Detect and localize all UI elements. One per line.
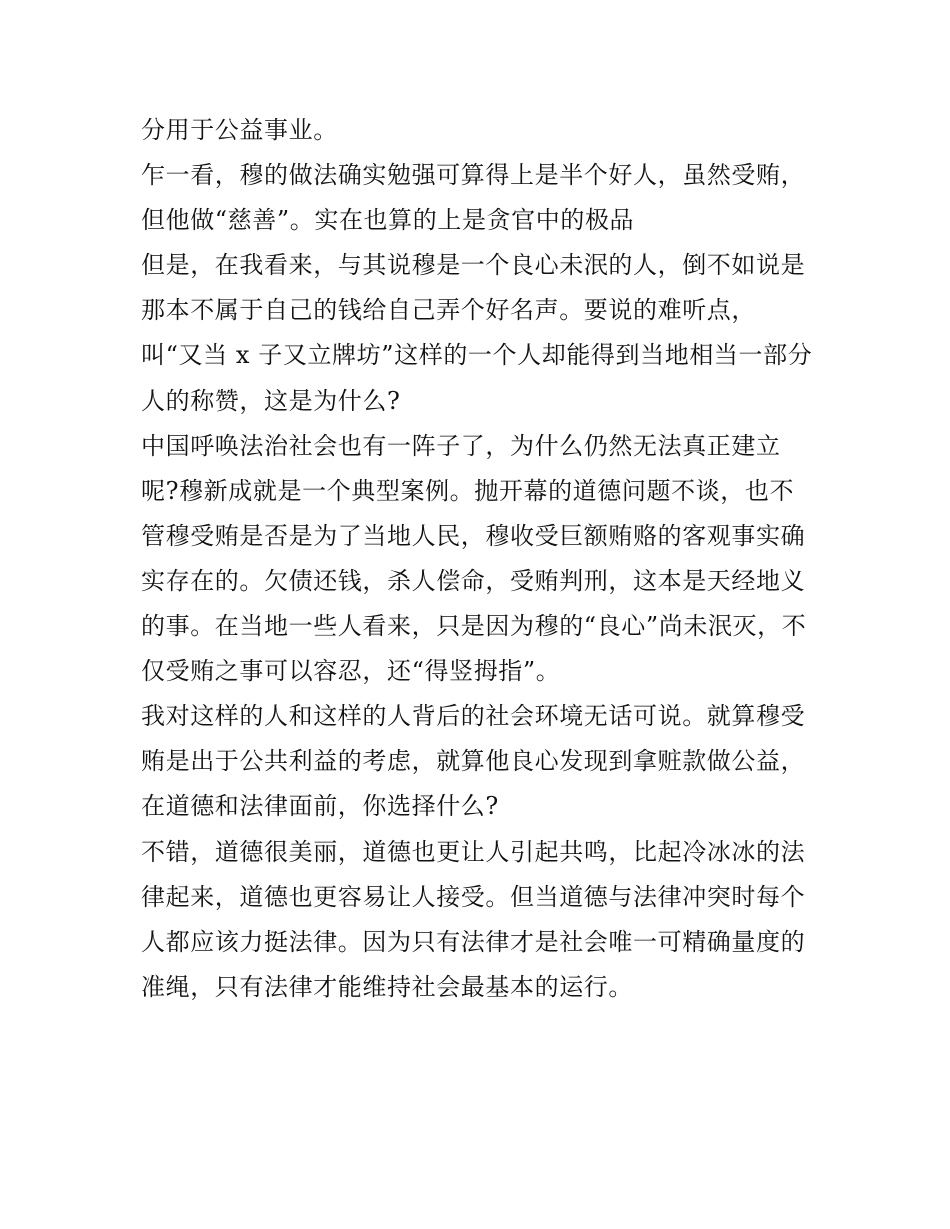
text-line: 仅受贿之事可以容忍，还“得竖拇指”。 (141, 657, 561, 686)
text-line: 准绳，只有法律才能维持社会最基本的运行。 (141, 972, 633, 1001)
text-line: 中国呼唤法治社会也有一阵子了，为什么仍然无法真正建立 (141, 431, 781, 460)
text-line: 在道德和法律面前，你选择什么? (141, 792, 499, 821)
text-line: 不错，道德很美丽，道德也更让人引起共鸣，比起冷冰冰的法 (141, 837, 806, 866)
text-line: 贿是出于公共利益的考虑，就算他良心发现到拿赃款做公益， (141, 747, 806, 776)
essay-text (141, 108, 821, 1010)
text-line: 呢?穆新成就是一个典型案例。抛开幕的道德问题不谈，也不 (141, 476, 795, 505)
text-line: 但是，在我看来，与其说穆是一个良心未泯的人，倒不如说是 (141, 251, 806, 280)
text-line: 叫“又当 x 子又立牌坊”这样的一个人却能得到当地相当一部分 (141, 341, 813, 370)
text-line: 乍一看，穆的做法确实勉强可算得上是半个好人，虽然受贿， (141, 161, 806, 190)
text-line: 但他做“慈善”。实在也算的上是贪官中的极品 (141, 206, 635, 235)
text-line: 人的称赞，这是为什么? (141, 386, 401, 415)
text-line: 律起来，道德也更容易让人接受。但当道德与法律冲突时每个 (141, 882, 806, 911)
text-line: 的事。在当地一些人看来，只是因为穆的“良心”尚未泯灭，不 (141, 612, 807, 641)
text-line: 管穆受贿是否是为了当地人民，穆收受巨额贿赂的客观事实确 (141, 521, 806, 550)
text-line: 那本不属于自己的钱给自己弄个好名声。要说的难听点， (141, 296, 756, 325)
text-line: 分用于公益事业。 (141, 116, 338, 144)
text-line: 人都应该力挺法律。因为只有法律才是社会唯一可精确量度的 (141, 927, 806, 956)
text-line: 我对这样的人和这样的人背后的社会环境无话可说。就算穆受 (141, 702, 806, 731)
text-line: 实存在的。欠债还钱，杀人偿命，受贿判刑，这本是天经地义 (141, 566, 806, 595)
